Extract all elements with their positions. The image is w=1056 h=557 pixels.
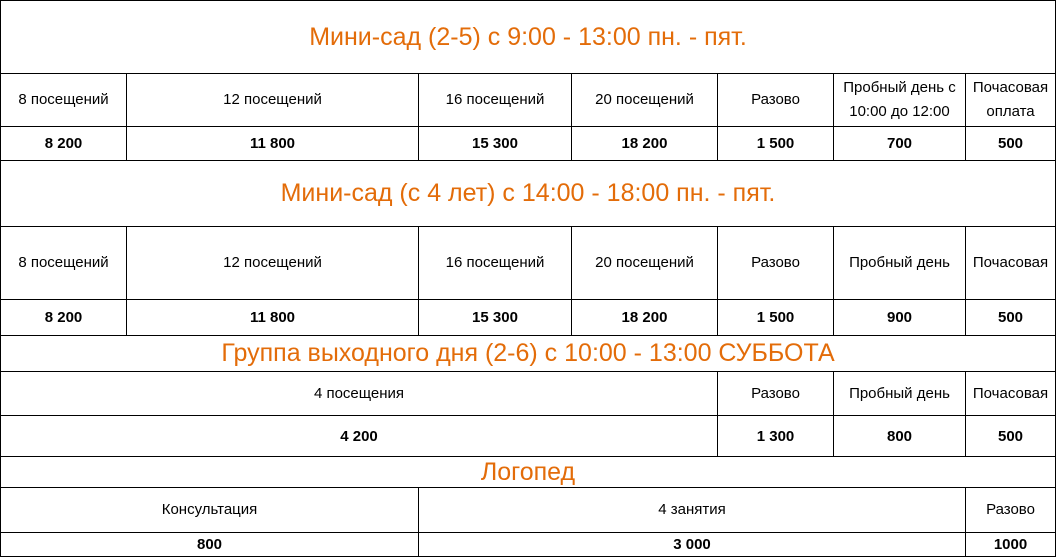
price-cell: 1 300 bbox=[717, 415, 834, 457]
price-cell: 8 200 bbox=[0, 126, 127, 161]
price-cell: 18 200 bbox=[571, 126, 718, 161]
header-cell: 16 посещений bbox=[418, 73, 572, 127]
price-cell: 500 bbox=[965, 415, 1056, 457]
header-cell: 16 посещений bbox=[418, 226, 572, 300]
header-cell: 12 посещений bbox=[126, 73, 419, 127]
price-cell: 1 500 bbox=[717, 126, 834, 161]
price-cell: 500 bbox=[965, 126, 1056, 161]
price-cell: 11 800 bbox=[126, 299, 419, 336]
header-cell: 8 посещений bbox=[0, 226, 127, 300]
header-cell: Разово bbox=[965, 487, 1056, 533]
header-cell: 4 занятия bbox=[418, 487, 966, 533]
section-title: Мини-сад (с 4 лет) с 14:00 - 18:00 пн. - пят. bbox=[0, 160, 1056, 227]
header-cell: Почасовая bbox=[965, 226, 1056, 300]
header-cell: Разово bbox=[717, 226, 834, 300]
price-cell: 800 bbox=[0, 532, 419, 557]
header-cell: Консультация bbox=[0, 487, 419, 533]
header-cell: Разово bbox=[717, 371, 834, 416]
price-cell: 11 800 bbox=[126, 126, 419, 161]
price-cell: 1000 bbox=[965, 532, 1056, 557]
header-cell: Почасовая оплата bbox=[965, 73, 1056, 127]
price-cell: 1 500 bbox=[717, 299, 834, 336]
price-cell: 8 200 bbox=[0, 299, 127, 336]
header-cell: 8 посещений bbox=[0, 73, 127, 127]
header-cell: Пробный день с 10:00 до 12:00 bbox=[833, 73, 966, 127]
section-title: Группа выходного дня (2-6) с 10:00 - 13:00 СУББОТА bbox=[0, 335, 1056, 372]
section-title: Логопед bbox=[0, 456, 1056, 488]
header-cell: 12 посещений bbox=[126, 226, 419, 300]
header-cell: Разово bbox=[717, 73, 834, 127]
header-cell: Почасовая bbox=[965, 371, 1056, 416]
price-cell: 15 300 bbox=[418, 126, 572, 161]
price-cell: 500 bbox=[965, 299, 1056, 336]
price-cell: 900 bbox=[833, 299, 966, 336]
header-cell: Пробный день bbox=[833, 371, 966, 416]
header-cell: Пробный день bbox=[833, 226, 966, 300]
price-cell: 18 200 bbox=[571, 299, 718, 336]
header-cell: 4 посещения bbox=[0, 371, 718, 416]
section-title: Мини-сад (2-5) с 9:00 - 13:00 пн. - пят. bbox=[0, 0, 1056, 74]
header-cell: 20 посещений bbox=[571, 226, 718, 300]
price-cell: 15 300 bbox=[418, 299, 572, 336]
price-cell: 700 bbox=[833, 126, 966, 161]
header-cell: 20 посещений bbox=[571, 73, 718, 127]
price-cell: 3 000 bbox=[418, 532, 966, 557]
price-cell: 4 200 bbox=[0, 415, 718, 457]
price-cell: 800 bbox=[833, 415, 966, 457]
